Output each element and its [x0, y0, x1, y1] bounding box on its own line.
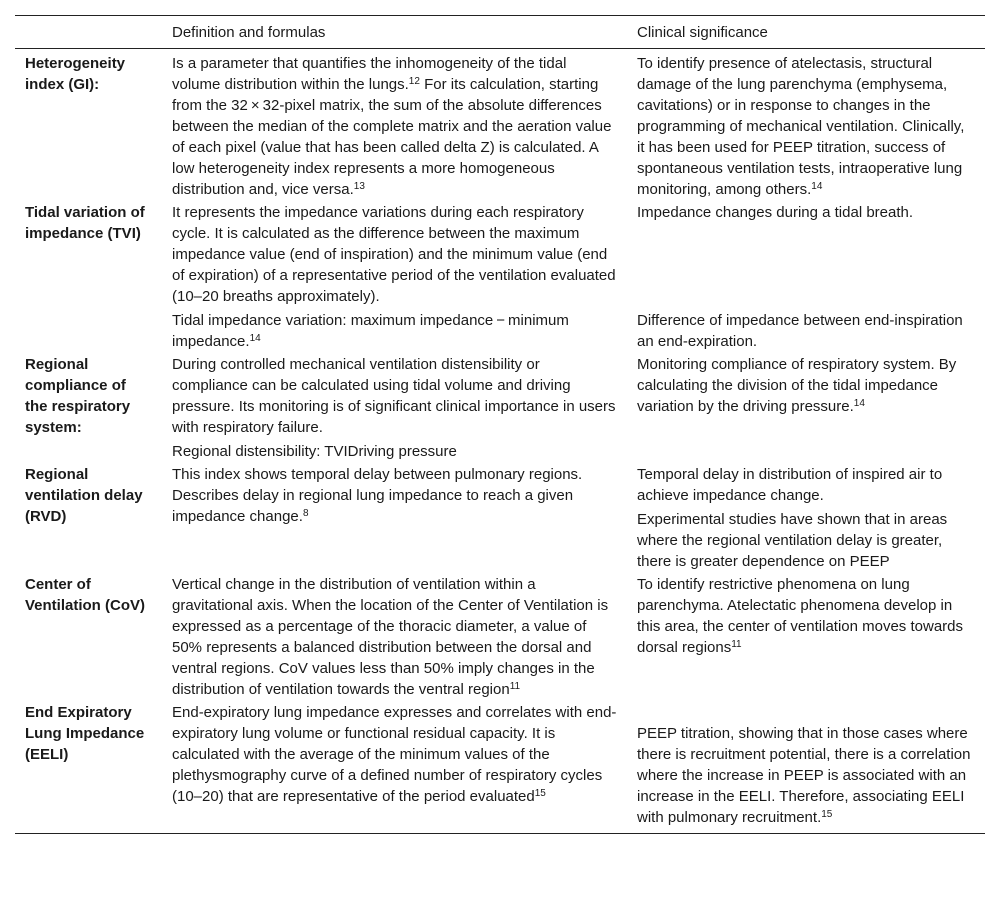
significance-paragraph: To identify restrictive phenomena on lung parenchyma. Atelectatic phenomena develop in this area, the center of ventilation moves towards dorsal regions$^{11}$: [637, 576, 964, 656]
row-term: End Expiratory Lung Impedance (EELI): [15, 700, 162, 834]
significance-paragraph: Experimental studies have shown that in areas where the regional ventilation delay is greater, there is greater dependence on PEEP: [637, 511, 948, 570]
significance-paragraph: Impedance changes during a tidal breath.: [637, 204, 914, 221]
formula-paragraph: Regional distensibility: TVIDriving pressure: [172, 443, 457, 460]
header-term: [15, 16, 162, 49]
header-definition: Definition and formulas: [162, 16, 627, 49]
table-row: [15, 200, 985, 352]
row-significance: [627, 200, 985, 352]
row-definition: [162, 700, 627, 834]
definition-paragraph: End-expiratory lung impedance expresses and correlates with end-expiratory lung volume or functional residual capacity. It is calculated with the average of the minimum values of the plethysmography curve of a defined number of respiratory cycles (10–20) that are representative of the period evaluated$^{15}$: [172, 704, 617, 805]
significance-paragraph: To identify presence of atelectasis, structural damage of the lung parenchyma (emphysema, cavitations) or in response to changes in the programming of mechanical ventilation. Clinically, it has been used for PEEP titration, success of spontaneous ventilation tests, intraoperative lung monitoring, among others.$^{14}$: [637, 55, 965, 198]
table-row: [15, 572, 985, 700]
row-significance: [627, 462, 985, 572]
definition-paragraph: This index shows temporal delay between pulmonary regions. Describes delay in regional lung impedance to reach a given impedance change.$^8$: [172, 466, 583, 525]
table-header-row: [15, 16, 985, 49]
row-significance: [627, 49, 985, 201]
row-definition: [162, 49, 627, 201]
row-significance: [627, 700, 985, 834]
definition-paragraph: Vertical change in the distribution of ventilation within a gravitational axis. When the location of the Center of Ventilation is expressed as a percentage of the thoracic diameter, a value of 50% represents a balanced distribution between the dorsal and ventral regions. CoV values less than 50% imply changes in the distribution of ventilation towards the ventral region$^{11}$: [172, 576, 609, 698]
formula-paragraph: Tidal impedance variation: maximum impedance − minimum impedance.$^{14}$: [172, 312, 569, 350]
definition-paragraph: Is a parameter that quantifies the inhomogeneity of the tidal volume distribution within the lungs.$^{12}$ For its calculation, starting from the 32 × 32-pixel matrix, the sum of the absolute differences between the median of the complete matrix and the aeration value of each pixel (value that has been called delta Z) is calculated. A low heterogeneity index represents a more homogeneous distribution and, vice versa.$^{13}$: [172, 55, 612, 198]
significance-paragraph: Difference of impedance between end-inspiration an end-expiration.: [637, 312, 963, 350]
row-term: Tidal variation of impedance (TVI): [25, 204, 145, 242]
significance-paragraph: Temporal delay in distribution of inspired air to achieve impedance change.: [637, 466, 943, 504]
row-significance: [627, 352, 985, 462]
row-term: Heterogeneity index (GI):: [25, 55, 126, 93]
row-definition: [162, 352, 627, 462]
row-significance: [627, 572, 985, 700]
table-row: [15, 352, 985, 462]
row-definition: [162, 462, 627, 572]
table-row: [15, 49, 985, 201]
table-row: [15, 462, 985, 572]
definition-paragraph: It represents the impedance variations during each respiratory cycle. It is calculated as the difference between the maximum impedance value (end of inspiration) and the minimum value (end of expiration) of a representative period of the ventilation evaluated (10–20 breaths approximately).: [172, 204, 616, 305]
definition-paragraph: During controlled mechanical ventilation distensibility or compliance can be calculated using tidal volume and driving pressure. Its monitoring is of significant clinical importance in users with respiratory failure.: [172, 356, 616, 436]
row-term: Regional compliance of the respiratory system:: [25, 356, 131, 436]
header-significance: Clinical significance: [627, 16, 985, 49]
row-term: Regional ventilation delay (RVD): [25, 466, 143, 525]
significance-paragraph: Monitoring compliance of respiratory system. By calculating the division of the tidal impedance variation by the driving pressure.$^{14}$: [637, 356, 957, 415]
table-row: [15, 700, 985, 834]
row-definition: [162, 200, 627, 352]
significance-paragraph: PEEP titration, showing that in those cases where there is recruitment potential, there is a correlation where the increase in PEEP is associated with an increase in the EELI. Therefore, associating EELI with pulmonary recruitment.$^{15}$: [637, 725, 971, 826]
definitions-table: [15, 15, 985, 834]
row-definition: [162, 572, 627, 700]
row-term: Center of Ventilation (CoV): [25, 576, 145, 614]
